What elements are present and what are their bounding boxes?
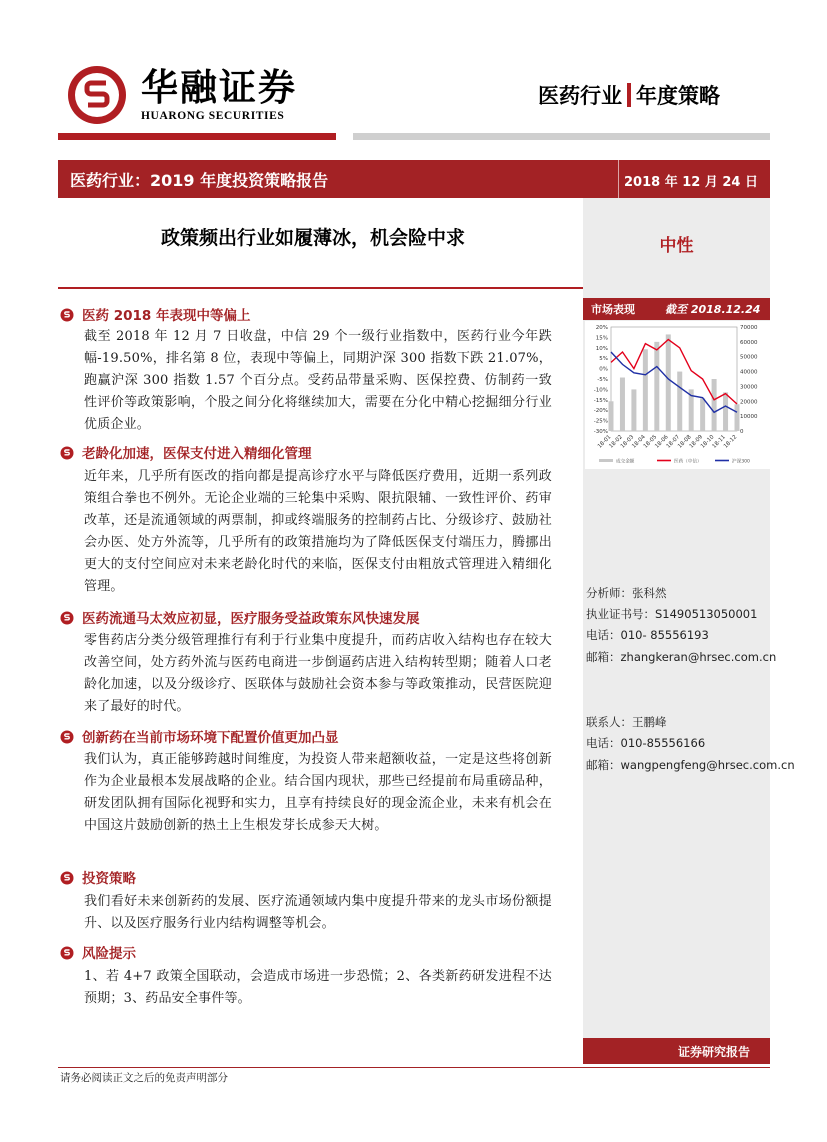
header-rule-gray [353, 133, 770, 140]
contact-phone: 电话：010-85556166 [586, 736, 706, 750]
x-tick-label: 18-04 [631, 434, 647, 450]
market-date: 截至 2018.12.24 [665, 303, 761, 316]
section-title [60, 307, 250, 325]
section-bullet-icon [60, 946, 74, 960]
x-tick-label: 18-09 [688, 434, 705, 450]
section-title-text: 投资策略 [82, 871, 136, 887]
volume-bar [631, 389, 636, 431]
main-rule [58, 287, 583, 289]
y2-tick-label: 0 [740, 429, 744, 435]
footer-rule [58, 1067, 770, 1068]
legend-label: 沪深300 [732, 459, 750, 465]
y-tick-label: -30% [593, 429, 608, 435]
market-chart-svg [585, 321, 770, 469]
volume-bar [723, 392, 728, 431]
chart-frame [611, 327, 737, 431]
footer-disclaimer: 请务必阅读正文之后的免责声明部分 [60, 1072, 228, 1084]
y-tick-label: 15% [595, 335, 608, 342]
section-body: 近年来，几乎所有医改的指向都是提高诊疗水平与降低医疗费用，近期一系列政策组合拳也不例外。无论企业端的三轮集中采购、限抗限辅、一致性评价、药审改革，还是流通领域的两票制，抑或终端服务的控制药占比、分级诊疗、鼓励社会办医、处方外流等，几乎所有的政策措施均为了降低医保支付端压力，腾挪出更大的支付空间应对未来老龄化时代的来临，医保支付由粗放式管理进入精细化管理。 [84, 469, 552, 594]
title-bar [58, 160, 770, 198]
volume-bar [654, 342, 659, 431]
x-tick-label: 18-08 [677, 434, 693, 450]
y2-tick-label: 40000 [740, 369, 758, 376]
legend-label: 成交金额 [616, 459, 635, 465]
brand-name-en: HUARONG SECURITIES [141, 110, 285, 122]
contact-email[interactable]: 邮箱：wangpengfeng@hrsec.com.cn [586, 758, 795, 772]
section-bullet-icon [60, 446, 74, 460]
x-tick-label: 18-12 [722, 434, 739, 450]
huarong-logo-icon [66, 64, 128, 126]
analyst-name: 分析师：张科然 [586, 586, 667, 600]
market-label: 市场表现 [591, 303, 635, 316]
industry-label: 医药行业 [538, 84, 622, 108]
header-rule-red [58, 133, 336, 140]
report-tag [583, 1038, 770, 1064]
y-tick-label: -5% [597, 377, 608, 383]
section-body: 我们认为，真正能够跨越时间维度，为投资人带来超额收益，一定是这些将创新作为企业最根本发展战略的企业。结合国内现状，那些已经提前布局重磅品种，研发团队拥有国际化视野和实力，且享有持续良好的现金流企业，未来有机会在中国这片鼓励创新的热土上生根发芽长成参天大树。 [84, 752, 552, 833]
rating-label: 中性 [659, 236, 694, 256]
report-date: 2018 年 12 月 24 日 [624, 175, 758, 190]
volume-bar [643, 349, 648, 431]
y2-tick-label: 50000 [740, 354, 758, 361]
market-header [583, 298, 770, 320]
x-tick-label: 18-02 [608, 434, 624, 450]
volume-bar [666, 334, 671, 431]
category-separator [627, 83, 631, 107]
x-tick-label: 18-01 [596, 434, 613, 450]
y-tick-label: 10% [595, 345, 608, 352]
series-line [611, 352, 737, 412]
section-title-text: 风险提示 [82, 946, 136, 962]
volume-bar [712, 379, 717, 431]
section-title-text: 医药流通马太效应初显，医疗服务受益政策东风快速发展 [82, 611, 420, 627]
report-category [538, 82, 720, 110]
section-body: 1、若 4+7 政策全国联动，会造成市场进一步恐慌；2、各类新药研发进程不达预期；3、药品安全事件等。 [84, 969, 552, 1006]
y2-tick-label: 30000 [740, 384, 758, 391]
x-tick-label: 18-03 [619, 434, 636, 450]
section-body: 截至 2018 年 12 月 7 日收盘，中信 29 个一级行业指数中，医药行业今年跌幅-19.50%，排名第 8 位，表现中等偏上，同期沪深 300 指数下跌 21.07%，跑赢沪深 300 指数 1.57 个百分点。受药品带量采购、医保控费、仿制药一致性评价等政策影响，个股之间分化将继续加大，需要在分化中精心挖掘细分行业优质企业。 [84, 329, 552, 432]
section-bullet-icon [60, 611, 74, 625]
legend-swatch [599, 459, 613, 462]
x-tick-label: 18-05 [642, 434, 659, 450]
volume-bar [609, 401, 614, 431]
series-line [611, 340, 737, 405]
section-title [60, 445, 312, 463]
report-subtitle: 政策频出行业如履薄冰，机会险中求 [160, 227, 465, 249]
volume-bar [735, 404, 740, 431]
analyst-email[interactable]: 邮箱：zhangkeran@hrsec.com.cn [586, 650, 777, 664]
y2-tick-label: 60000 [740, 339, 758, 346]
volume-bar [620, 378, 625, 431]
y-tick-label: 20% [595, 325, 608, 331]
report-title: 医药行业：2019 年度投资策略报告 [70, 171, 329, 190]
y2-tick-label: 10000 [740, 414, 758, 421]
section-title [60, 610, 420, 628]
section-bullet-icon [60, 308, 74, 322]
section-body: 我们看好未来创新药的发展、医疗流通领域内集中度提升带来的龙头市场份额提升、以及医疗服务行业内结构调整等机会。 [84, 894, 552, 931]
y2-tick-label: 20000 [740, 399, 758, 406]
report-type-label: 年度策略 [636, 84, 720, 108]
analyst-phone: 电话：010- 85556193 [586, 628, 709, 642]
y-tick-label: -25% [593, 418, 608, 425]
y-tick-label: 0% [599, 366, 608, 373]
section-title [60, 729, 339, 747]
brand-name-cn: 华融证券 [141, 66, 297, 109]
market-chart [585, 321, 770, 469]
x-tick-label: 18-10 [699, 434, 716, 450]
section-body: 零售药店分类分级管理推行有利于行业集中度提升，而药店收入结构也存在较大改善空间，处方药外流与医药电商进一步倒逼药店进入结构转型期；随着人口老龄化加速，以及分级诊疗、医联体与鼓励社会资本参与等政策推动，民营医院迎来了最好的时代。 [84, 633, 552, 714]
section-bullet-icon [60, 871, 74, 885]
y-tick-label: -10% [593, 387, 608, 394]
volume-bar [677, 372, 682, 431]
y2-tick-label: 70000 [740, 325, 758, 331]
x-tick-label: 18-06 [654, 434, 670, 450]
section-bullet-icon [60, 730, 74, 744]
y-tick-label: -20% [593, 408, 608, 415]
x-tick-label: 18-11 [711, 434, 727, 450]
title-divider [618, 160, 619, 198]
section-title [60, 870, 136, 888]
section-title-text: 医药 2018 年表现中等偏上 [82, 308, 251, 324]
y-tick-label: 5% [599, 356, 608, 363]
section-title-text: 老龄化加速，医保支付进入精细化管理 [82, 446, 312, 462]
section-title-text: 创新药在当前市场环境下配置价值更加凸显 [82, 730, 339, 746]
report-tag-label: 证券研究报告 [677, 1045, 750, 1059]
x-tick-label: 18-07 [665, 434, 682, 450]
section-title [60, 945, 136, 963]
contact-name: 联系人：王鹏峰 [586, 715, 667, 729]
y-tick-label: -15% [593, 397, 608, 404]
volume-bar [700, 398, 705, 431]
analyst-cert: 执业证书号：S1490513050001 [586, 607, 758, 621]
legend-label: 医药（中信） [674, 459, 702, 465]
